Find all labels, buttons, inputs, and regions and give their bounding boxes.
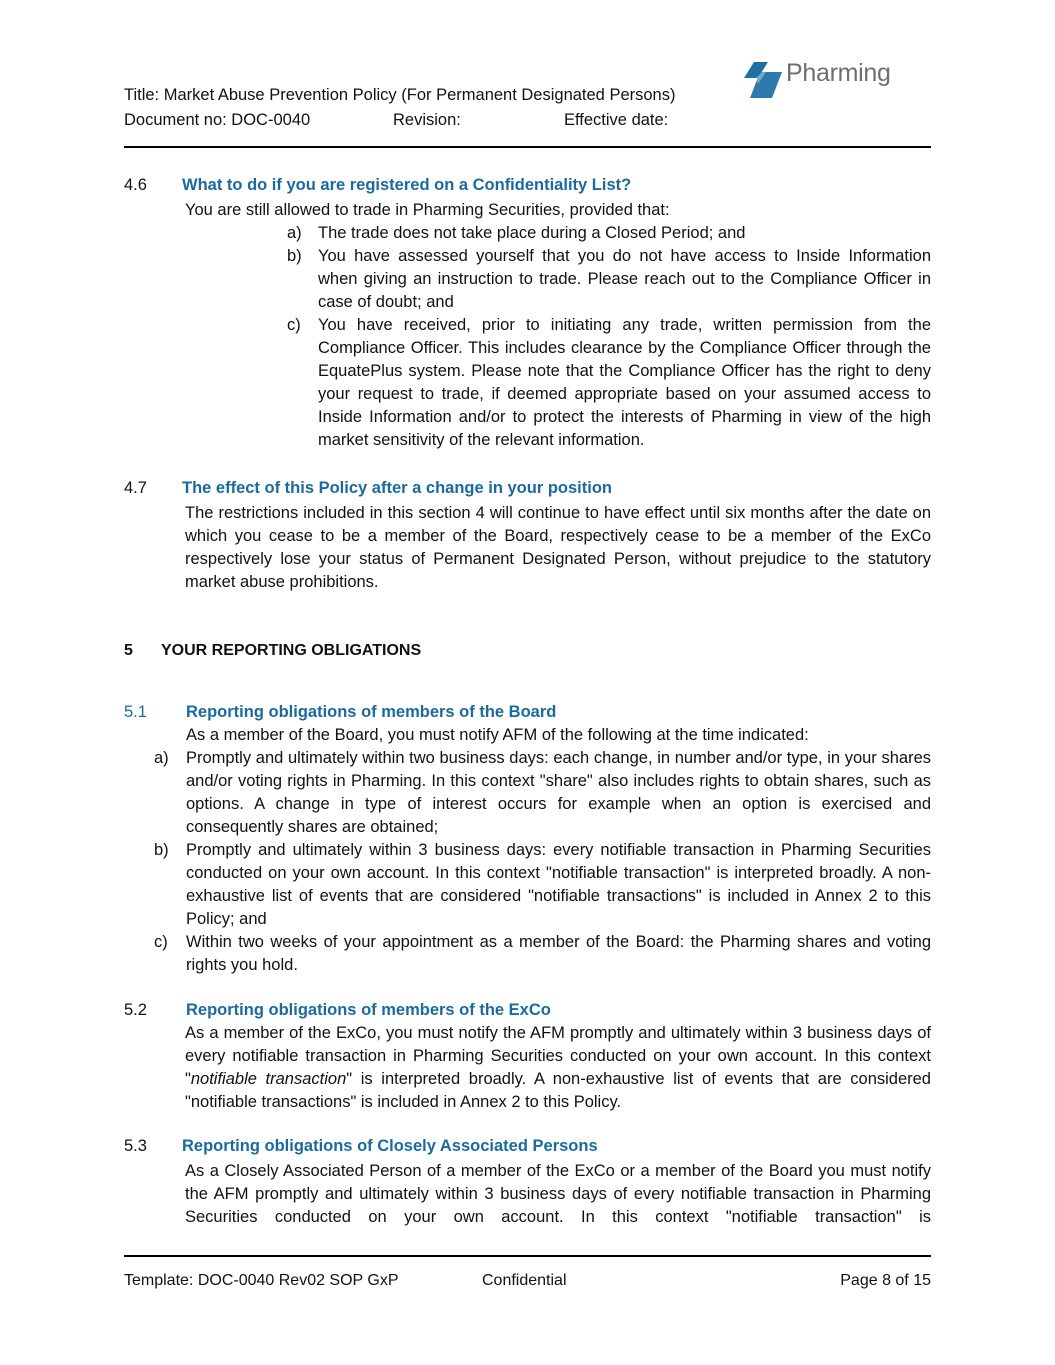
page-footer	[124, 1255, 931, 1297]
chapter-title: YOUR REPORTING OBLIGATIONS	[161, 642, 422, 659]
footer-template: Template: DOC-0040 Rev02 SOP GxP	[124, 1272, 399, 1289]
footer-classification: Confidential	[482, 1272, 567, 1289]
list-item: You have received, prior to initiating any trade, written permission from the Compliance Officer. This includes clearance by the Compliance Officer through the EquatePlus system. Please note that the Compliance Officer has the right to deny your request to trade, if deemed appropriate based on your assumed access to Inside Information and/or to protect the interests of Pharming in view of the high market sensitivity of the relevant information.	[318, 316, 931, 449]
pharming-logo	[742, 59, 891, 100]
section-body	[185, 1022, 931, 1114]
section-heading: Reporting obligations of Closely Associated Persons	[182, 1137, 598, 1155]
list-label: b)	[154, 841, 169, 859]
list-item: Promptly and ultimately within two business days: each change, in number and/or type, in your shares and/or voting rights in Pharming. In this context "share" also includes rights to obtain shares, such as options. A change in type of interest occurs for example when an option is exercised and consequently shares are obtained;	[186, 749, 931, 836]
document-number: Document no: DOC-0040	[124, 111, 311, 129]
list-item: Promptly and ultimately within 3 business days: every notifiable transaction in Pharming Securities conducted on your own account. In this context "notifiable transaction" is interpreted broadly. A non-exhaustive list of events that are considered "notifiable transactions" is included in Annex 2 to this Policy; and	[186, 841, 931, 928]
section-heading: The effect of this Policy after a change in your position	[182, 479, 612, 497]
list-item: Within two weeks of your appointment as a member of the Board: the Pharming shares and voting rights you hold.	[186, 933, 931, 974]
section-number: 5.1	[124, 703, 147, 721]
section-number: 5.2	[124, 1001, 147, 1019]
section-number: 4.6	[124, 176, 147, 194]
body-text: " is interpreted broadly. A non-exhaustive list of events that are considered "notifiable transactions" is included in Annex 2 to this Policy.	[185, 1070, 931, 1111]
list-item: You have assessed yourself that you do not have access to Inside Information when giving an instruction to trade. Please reach out to the Compliance Officer in case of doubt; and	[318, 247, 931, 311]
section-intro: You are still allowed to trade in Pharming Securities, provided that:	[185, 201, 670, 219]
section-intro: As a member of the Board, you must notify AFM of the following at the time indicated:	[186, 726, 809, 744]
section-body: The restrictions included in this section 4 will continue to have effect until six months after the date on which you cease to be a member of the Board, respectively cease to be a member of the ExCo respectively lose your status of Permanent Designated Person, without prejudice to the statutory market abuse prohibitions.	[185, 504, 931, 591]
body-text: As a member of the ExCo, you must notify the AFM promptly and ultimately within 3 business days of every notifiable transaction in Pharming Securities conducted on your own account. In this context "	[185, 1024, 931, 1088]
section-body: As a Closely Associated Person of a member of the ExCo or a member of the Board you must notify the AFM promptly and ultimately within 3 business days of every notifiable transaction in Pharming Securities conducted on your own account. In this context "notifiable transaction" is	[185, 1162, 931, 1226]
revision-label: Revision:	[393, 111, 461, 129]
section-heading: What to do if you are registered on a Confidentiality List?	[182, 176, 632, 194]
logo-wordmark: Pharming	[786, 59, 891, 87]
list-label: c)	[287, 316, 301, 334]
section-number: 4.7	[124, 479, 147, 497]
section-heading: Reporting obligations of members of the ExCo	[186, 1001, 551, 1019]
effective-date-label: Effective date:	[564, 111, 669, 129]
list-item: The trade does not take place during a Closed Period; and	[318, 224, 746, 242]
list-label: b)	[287, 247, 302, 265]
body-emphasis: notifiable transaction	[190, 1070, 347, 1088]
list-label: a)	[154, 749, 169, 767]
footer-page-number: Page 8 of 15	[840, 1272, 931, 1289]
chapter-number: 5	[124, 642, 133, 659]
document-title: Title: Market Abuse Prevention Policy (For Permanent Designated Persons)	[124, 86, 676, 104]
section-heading: Reporting obligations of members of the Board	[186, 703, 557, 721]
pharming-logo-icon	[742, 60, 784, 100]
list-label: a)	[287, 224, 302, 242]
section-number: 5.3	[124, 1137, 147, 1155]
list-label: c)	[154, 933, 168, 951]
